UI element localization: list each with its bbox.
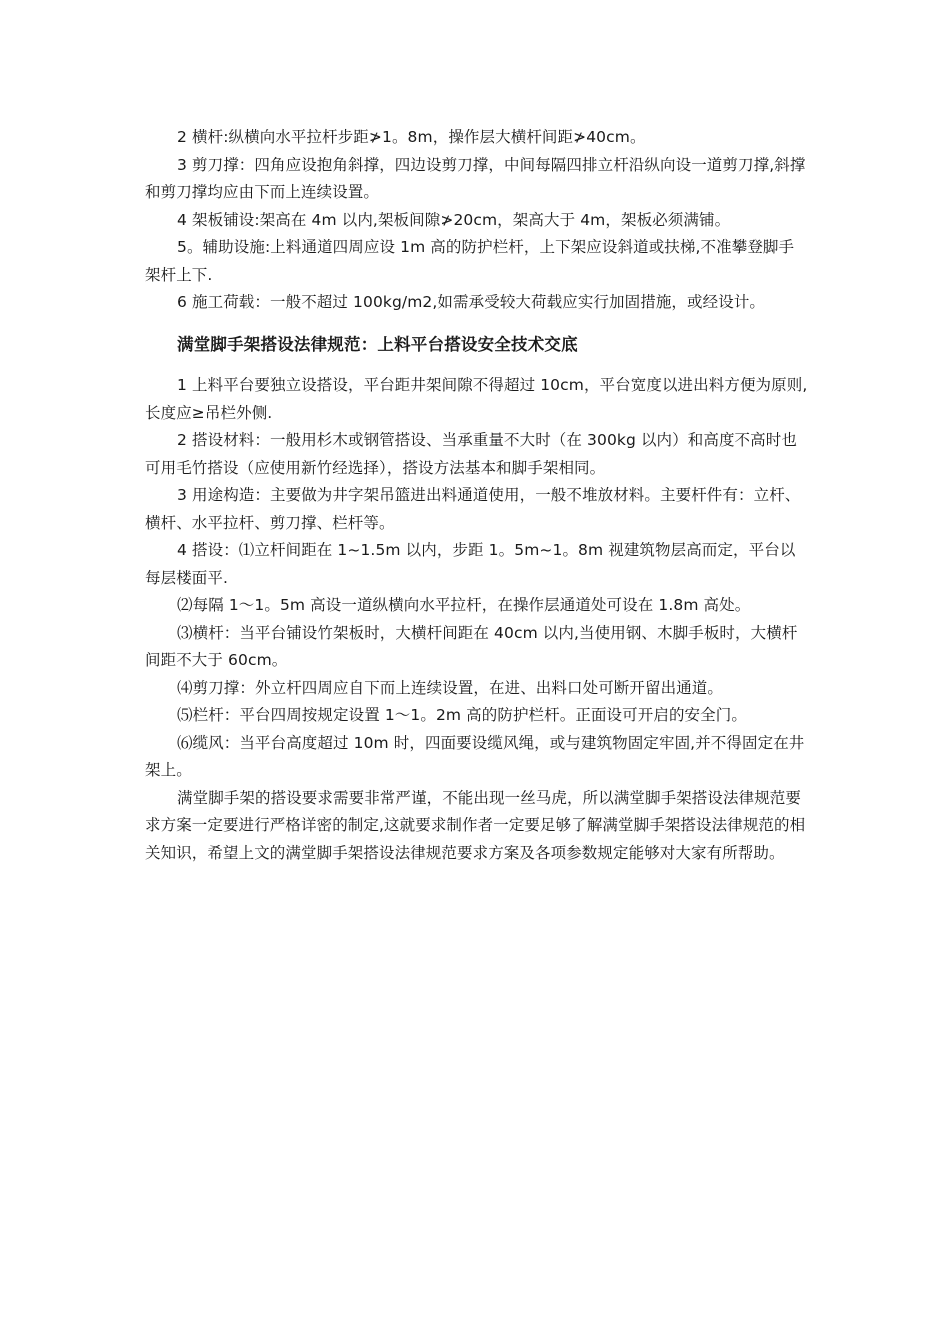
paragraph-erection-guy-ropes: ⑹缆风：当平台高度超过 10m 时，四面要设缆风绳，或与建筑物固定牢固,并不得固定在井架上。 xyxy=(145,733,805,779)
paragraph-erection-tie-bars: ⑵每隔 1～1。5m 高设一道纵横向水平拉杆，在操作层通道处可设在 1.8m 高处。 xyxy=(177,596,751,614)
paragraph-auxiliary-facilities: 5。辅助设施:上料通道四周应设 1m 高的防护栏杆，上下架应设斜道或扶梯,不准攀登脚手架杆上下. xyxy=(145,238,795,284)
paragraph-board-laying: 4 架板铺设:架高在 4m 以内,架板间隙≯20cm，架高大于 4m，架板必须满铺。 xyxy=(177,210,731,229)
paragraph-erection-crossbars: ⑶横杆：当平台铺设竹架板时，大横杆间距在 40cm 以内,当使用钢、木脚手板时，大横杆间距不大于 60cm。 xyxy=(145,623,798,669)
section-heading: 满堂脚手架搭设法律规范：上料平台搭设安全技术交底 xyxy=(177,334,578,354)
paragraph-cross-bracing: 3 剪刀撑：四角应设抱角斜撑，四边设剪刀撑，中间每隔四排立杆沿纵向设一道剪刀撑,斜撑和剪刀撑均应由下而上连续设置。 xyxy=(145,155,806,201)
paragraph-conclusion: 满堂脚手架的搭设要求需要非常严谨，不能出现一丝马虎，所以满堂脚手架搭设法律规范要求方案一定要进行严格详密的制定,这就要求制作者一定要足够了解满堂脚手架搭设法律规范的相关知识，希望上文的满堂脚手架搭设法律规范要求方案及各项参数规定能够对大家有所帮助。 xyxy=(145,788,806,862)
paragraph-platform-independent: 1 上料平台要独立设搭设，平台距井架间隙不得超过 10cm，平台宽度以进出料方便为原则,长度应≥吊栏外侧. xyxy=(145,376,808,422)
paragraph-erection-railings: ⑸栏杆：平台四周按规定设置 1～1。2m 高的防护栏杆。正面设可开启的安全门。 xyxy=(177,706,747,724)
paragraph-purpose-structure: 3 用途构造：主要做为井字架吊篮进出料通道使用，一般不堆放材料。主要杆件有：立杆、横杆、水平拉杆、剪刀撑、栏杆等。 xyxy=(145,486,801,532)
document-page xyxy=(145,124,809,867)
paragraph-horizontal-bars: 2 横杆:纵横向水平拉杆步距≯1。8m，操作层大横杆间距≯40cm。 xyxy=(177,128,646,146)
paragraph-construction-load: 6 施工荷载：一般不超过 100kg/m2,如需承受较大荷载应实行加固措施，或经设计。 xyxy=(177,293,766,311)
paragraph-erection-cross-bracing: ⑷剪刀撑：外立杆四周应自下而上连续设置，在进、出料口处可断开留出通道。 xyxy=(177,678,724,697)
paragraph-erection-poles: 4 搭设：⑴立杆间距在 1~1.5m 以内，步距 1。5m~1。8m 视建筑物层高而定，平台以每层楼面平. xyxy=(145,541,796,587)
paragraph-materials: 2 搭设材料：一般用杉木或钢管搭设、当承重量不大时（在 300kg 以内）和高度不高时也可用毛竹搭设（应使用新竹经选择），搭设方法基本和脚手架相同。 xyxy=(145,431,797,477)
